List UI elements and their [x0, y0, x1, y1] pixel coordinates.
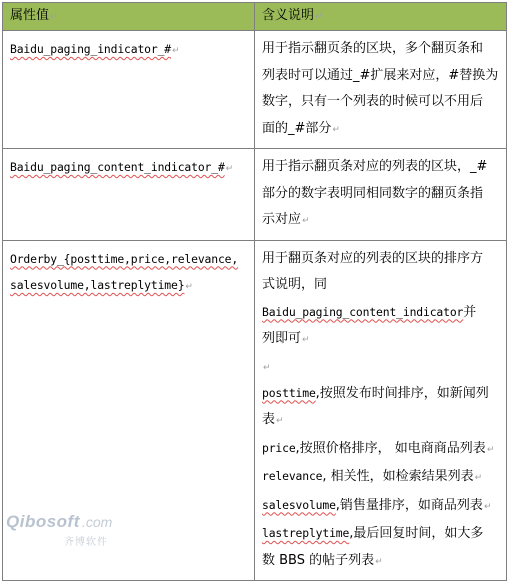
- desc-line: 用于指示翻页条对应的列表的区块，_#: [262, 159, 488, 174]
- attr-name: Baidu_paging_indicator_#: [10, 42, 171, 56]
- desc-line: 部分的数字表明同相同数字的翻页条指: [262, 185, 484, 201]
- attr-cell: Baidu_paging_indicator_#↵: [3, 31, 255, 149]
- desc-line: relevance, 相关性，如检索结果列表↵: [262, 469, 483, 484]
- desc-line: 用于翻页条对应的列表的区块的排序方: [262, 250, 484, 266]
- table-header-row: [3, 3, 507, 31]
- table-row: [3, 31, 507, 149]
- watermark-text: Qibosoft: [6, 512, 80, 531]
- desc-cell: [255, 31, 507, 149]
- header-description: 含义说明↵: [255, 3, 507, 31]
- desc-line: 用于指示翻页条的区块，多个翻页条和: [262, 41, 484, 56]
- table-row: [3, 149, 507, 241]
- desc-line: 列表时可以通过_#扩展来对应，#替换为: [262, 67, 499, 83]
- desc-line: 列即可↵: [262, 331, 310, 346]
- attr-name: Baidu_paging_content_indicator_#: [10, 160, 225, 174]
- desc-line: 式说明，同: [262, 277, 328, 292]
- attr-name: Orderby_{posttime,price,relevance,: [10, 251, 239, 266]
- desc-cell: [255, 149, 507, 241]
- desc-line: posttime,按照发布时间排序，如新闻列: [262, 385, 489, 401]
- desc-line: salesvolume,销售量排序，如商品列表↵: [262, 497, 492, 513]
- attribute-table: [2, 2, 507, 581]
- desc-line: 表↵: [262, 412, 284, 427]
- desc-cell: [255, 240, 507, 581]
- desc-line: 数字，只有一个列表的时候可以不用后: [262, 94, 484, 109]
- desc-line: 数 BBS 的帖子列表↵: [262, 552, 383, 568]
- desc-line: lastreplytime,最后回复时间，如大多: [262, 526, 484, 541]
- attr-name-cont: salesvolume,lastreplytime}↵: [10, 278, 193, 292]
- empty-paragraph: ↵: [263, 362, 271, 373]
- desc-line: Baidu_paging_content_indicator并: [262, 304, 477, 320]
- desc-line: price,按照价格排序， 如电商商品列表↵: [262, 440, 495, 456]
- desc-line: 示对应↵: [262, 212, 310, 227]
- watermark-logo: [2, 510, 132, 546]
- desc-line: 面的_#部分↵: [262, 120, 340, 136]
- watermark-domain: .com: [82, 514, 113, 530]
- header-attr-value: 属性值↵: [3, 3, 255, 31]
- watermark-subtitle: 齐博软件: [64, 537, 108, 548]
- attr-cell: Baidu_paging_content_indicator_#↵: [3, 149, 255, 241]
